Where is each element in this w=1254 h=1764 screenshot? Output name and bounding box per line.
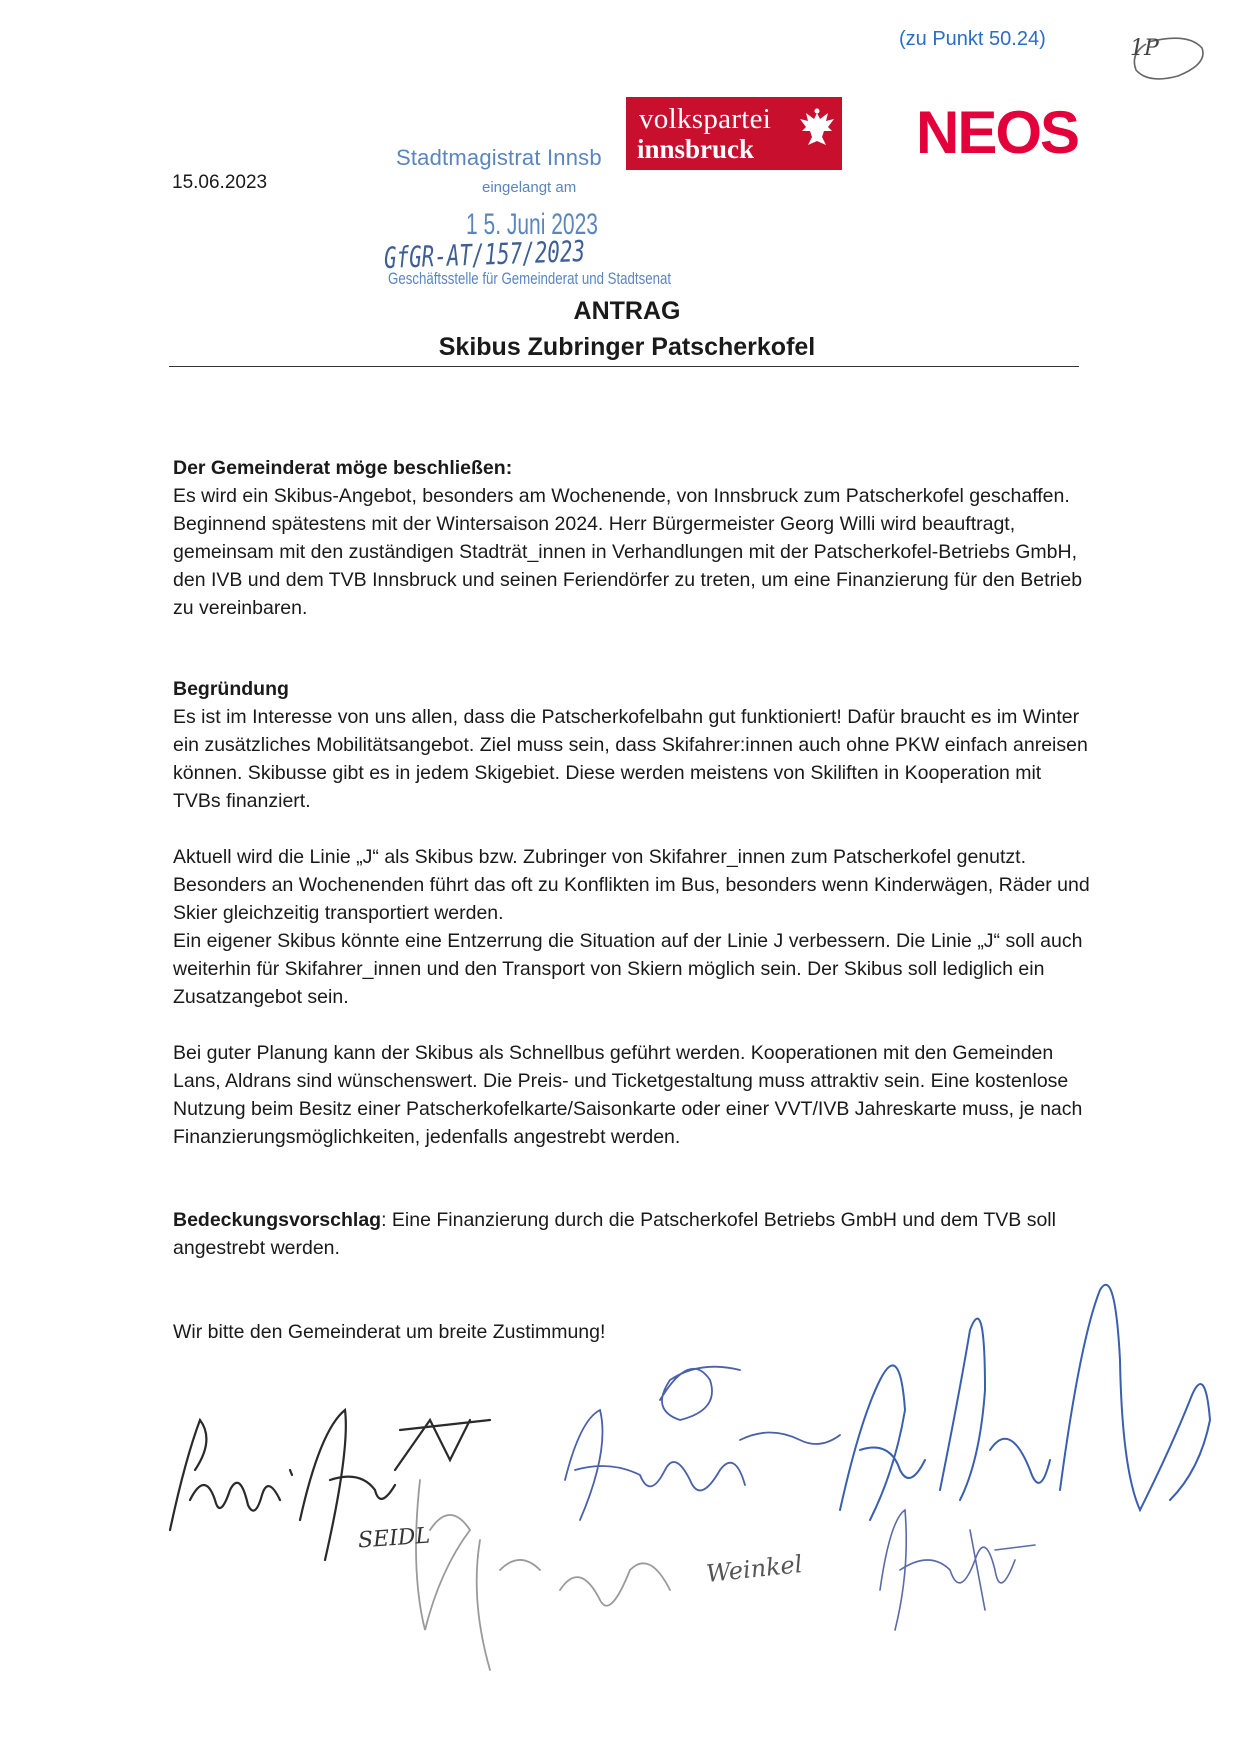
signature-1	[170, 1410, 490, 1560]
motion-text: Es wird ein Skibus-Angebot, besonders am Wochenende, von Innsbruck zum Patscherkofel geschaffen. Beginnend spätestens mit der Wintersaison 2024. Herr Bürgermeister Georg Willi wird beauftragt, gemeinsam mit den zuständigen Stadträt_innen in Verhandlungen mit der Patscherkofel-Betriebs GmbH, den IVB und dem TVB Innsbruck und seinen Feriendörfer zu treten, um eine Finanzierung für den Betrieb zu vereinbaren.	[173, 485, 1083, 619]
handwritten-signatures	[0, 1270, 1254, 1764]
signature-2	[565, 1367, 840, 1520]
neos-logo: NEOS	[916, 99, 1079, 166]
volkspartei-logo-line2: innsbruck	[637, 134, 755, 164]
motion-heading: Der Gemeinderat möge beschließen:	[173, 457, 513, 479]
document-subtitle: Skibus Zubringer Patscherkofel	[438, 333, 816, 361]
agenda-reference: (zu Punkt 50.24)	[899, 28, 1046, 50]
stamp-office: Geschäftsstelle für Gemeinderat und Stadtsenat	[388, 269, 672, 288]
signature-4	[880, 1510, 1035, 1630]
reasoning-paragraph-4: Bei guter Planung kann der Skibus als Schnellbus geführt werden. Kooperationen mit den Gemeinden Lans, Aldrans sind wünschenswert. Die Preis- und Ticketgestaltung muss attraktiv sein. Eine kostenlose Nutzung beim Besitz einer Patscherkofelkarte/Saisonkarte oder einer VVT/IVB Jahreskarte muss, je nach Finanzierungsmöglichkeiten, jedenfalls angestrebt werden.	[173, 1042, 1083, 1148]
eagle-icon	[798, 107, 836, 151]
stamp-received-label: eingelangt am	[482, 179, 577, 196]
reasoning-paragraph-2: Aktuell wird die Linie „J“ als Skibus bzw. Zubringer von Skifahrer_innen zum Patscherkofel genutzt. Besonders an Wochenenden führt das oft zu Konflikten im Bus, besonders wenn Kinderwägen, Räder und Skier gleichzeitig transportiert werden.	[173, 846, 1090, 924]
reasoning-paragraph-1: Es ist im Interesse von uns allen, dass die Patscherkofelbahn gut funktioniert! Dafür braucht es im Winter ein zusätzliches Mobilitätsangebot. Ziel muss sein, dass Skifahrer:innen auch ohne PKW einfach anreisen können. Skibusse gibt es in jedem Skigebiet. Diese werden meistens von Skiliften in Kooperation mit TVBs finanziert.	[173, 706, 1088, 812]
signature-area	[0, 1270, 1254, 1764]
coverage-text: : Eine Finanzierung durch die Patscherkofel Betriebs GmbH und dem TVB soll angestrebt werden.	[173, 1209, 1056, 1259]
volkspartei-logo-line1: volkspartei	[639, 103, 772, 135]
stamp-received-date: 1 5. Juni 2023	[466, 208, 598, 241]
signature-3	[840, 1285, 1210, 1520]
signature-name-1: SEIDL	[357, 1523, 431, 1554]
signature-name-2: Weinkel	[704, 1550, 804, 1588]
coverage-label: Bedeckungsvorschlag	[173, 1209, 382, 1231]
signature-5	[416, 1480, 670, 1670]
document-date: 15.06.2023	[172, 172, 268, 193]
reasoning-paragraph-3: Ein eigener Skibus könnte eine Entzerrung die Situation auf der Linie J verbessern. Die Linie „J“ soll auch weiterhin für Skifahrer_innen und den Transport von Skiern möglich sein. Der Skibus soll lediglich ein Zusatzangebot sein.	[173, 930, 1083, 1008]
title-divider	[169, 366, 1079, 367]
stamp-organization: Stadtmagistrat Innsb	[396, 145, 602, 170]
reasoning-heading: Begründung	[173, 678, 289, 700]
page-mark: 1P	[1130, 36, 1159, 61]
receipt-stamp	[383, 140, 672, 290]
volkspartei-logo	[626, 97, 842, 170]
closing-line: Wir bitte den Gemeinderat um breite Zustimmung!	[173, 1321, 606, 1343]
coverage-proposal	[173, 1206, 1093, 1262]
document-title: ANTRAG	[573, 297, 681, 325]
stamp-file-number: GfGR-AT/157/2023	[383, 233, 586, 275]
